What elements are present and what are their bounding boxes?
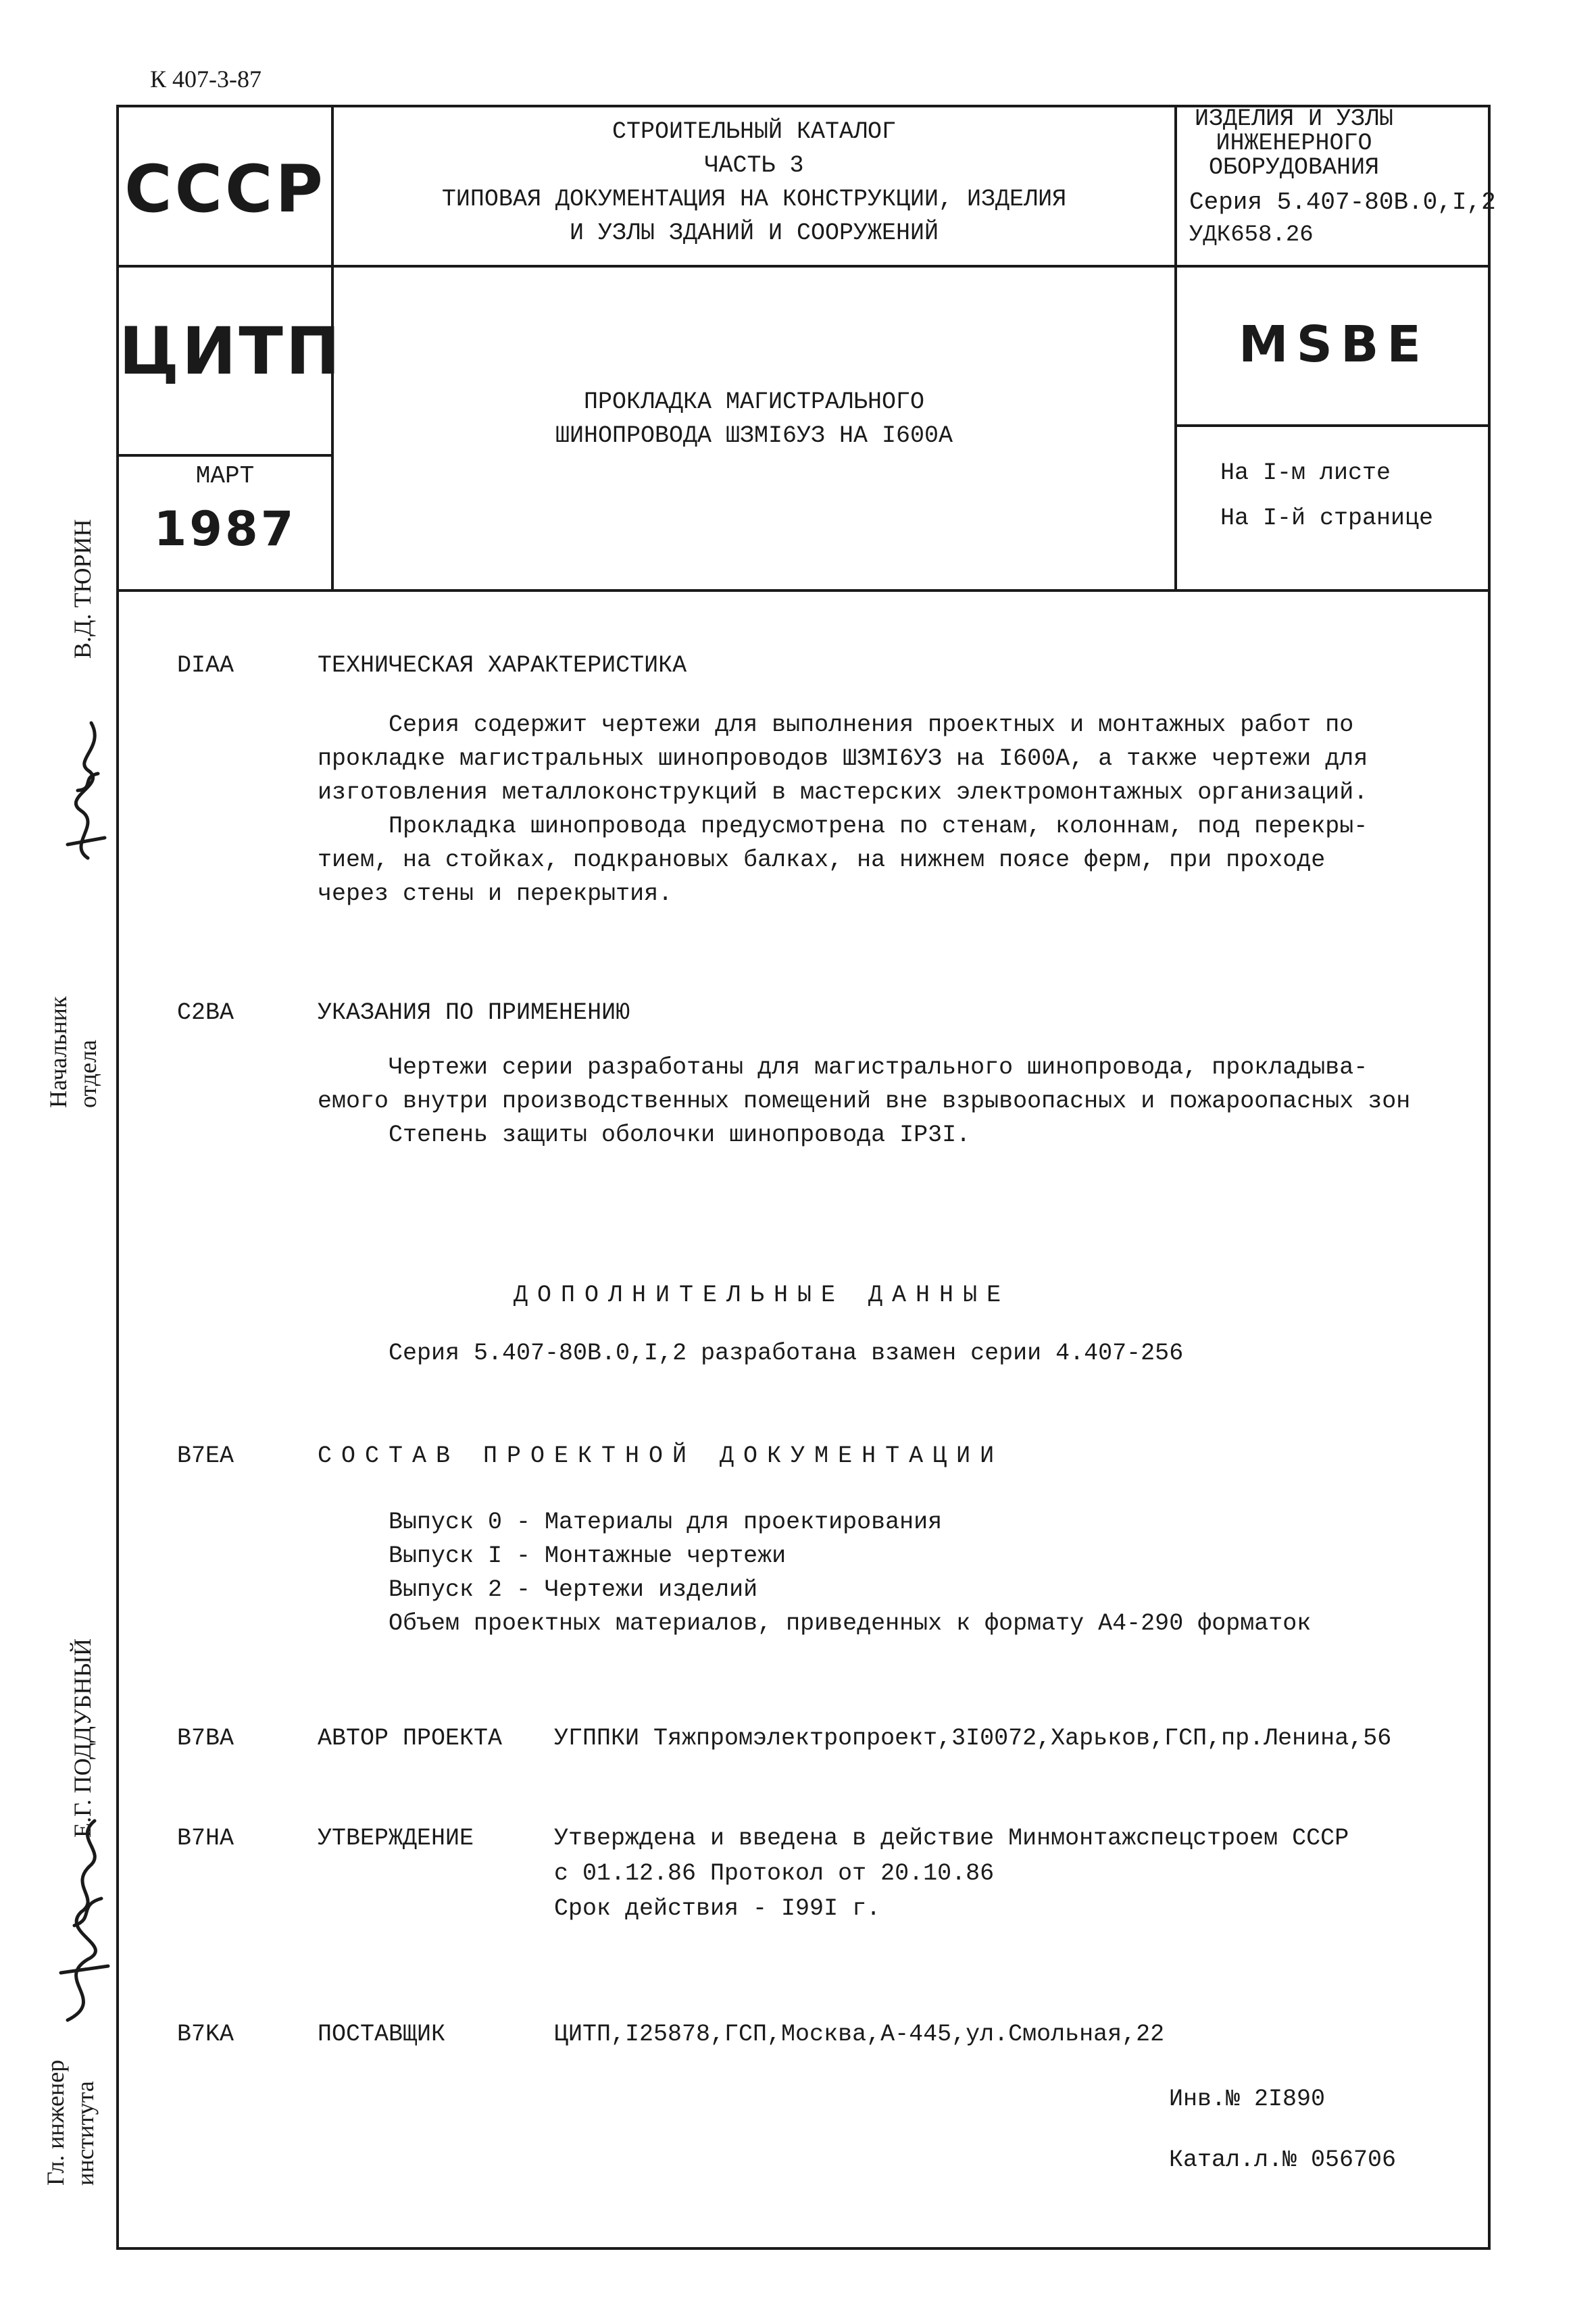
country-label: СССР [124,151,326,227]
section-heading-composition: СОСТАВ ПРОЕКТНОЙ ДОКУМЕНТАЦИИ [318,1442,1004,1469]
section-heading-author: АВТОР ПРОЕКТА [318,1725,503,1752]
supplier-text: ЦИТП,I25878,ГСП,Москва,А-445,ул.Смольная,22 [554,2021,1165,2048]
section-code-composition: B7EA [177,1442,234,1469]
tech-line: изготовления металлоконструкций в мастерских электромонтажных организаций. [318,779,1368,806]
category-line: ИЗДЕЛИЯ И УЗЛЫ [1194,105,1394,132]
role-line: Начальник [45,996,72,1108]
approval-line: Утверждена и введена в действие Минмонтажспецстроем СССР [554,1825,1349,1852]
approver-role-2 [41,2060,100,2186]
sheet-info: На I-м листе [1220,459,1391,486]
tech-line: через стены и перекрытия. [318,880,673,907]
composition-line: Объем проектных материалов, приведенных к формату А4-290 форматок [389,1610,1312,1637]
category-block [1189,105,1496,251]
role-line: института [72,2081,99,2186]
usage-line: емого внутри производственных помещений вне взрывоопасных и пожароопасных зон [318,1088,1411,1115]
section-heading-tech: ТЕХНИЧЕСКАЯ ХАРАКТЕРИСТИКА [318,652,687,679]
section-heading-approval: УТВЕРЖДЕНИЕ [318,1825,474,1852]
section-code-tech: DIAA [177,652,234,679]
issue-year: 1987 [153,501,297,557]
composition-line: Выпуск 0 - Материалы для проектирования [389,1509,943,1536]
udk-label: УДК658.26 [1189,222,1314,248]
issue-month: МАРТ [195,462,255,490]
org-label: ЦИТП [119,313,343,389]
role-line: Гл. инженер [42,2059,69,2186]
section-code-usage: C2BA [177,999,234,1026]
tech-line: прокладке магистральных шинопроводов ШЗМI6УЗ на I600А, а также чертежи для [318,745,1368,772]
approval-line: Срок действия - I99I г. [554,1895,881,1922]
approver-role-1 [43,997,103,1108]
extra-line: Серия 5.407-80В.0,I,2 разработана взамен серии 4.407-256 [389,1340,1184,1367]
composition-line: Выпуск 2 - Чертежи изделий [389,1576,758,1603]
category-line: ИНЖЕНЕРНОГО [1216,130,1372,157]
catalog-title [334,115,1174,250]
section-heading-supplier: ПОСТАВЩИК [318,2021,446,2048]
tech-line: Серия содержит чертежи для выполнения проектных и монтажных работ по [389,711,1354,738]
section-code-author: B7BA [177,1725,234,1752]
category-line: ОБОРУДОВАНИЯ [1208,154,1380,181]
author-text: УГППКИ Тяжпромэлектропроект,3I0072,Харьков,ГСП,пр.Ленина,56 [554,1725,1392,1752]
section-code-approval: B7HA [177,1825,234,1852]
header-divider-mid [116,265,1491,268]
approver-name-1: В.Д. ТЮРИН [69,519,96,659]
catalog-sheet-number: Катал.л.№ 056706 [1169,2146,1397,2173]
inventory-number: Инв.№ 2I890 [1169,2086,1326,2113]
approval-line: с 01.12.86 Протокол от 20.10.86 [554,1860,995,1887]
signature-2 [27,1811,128,2027]
document-title [334,385,1174,453]
signature-1 [41,709,122,865]
section-heading-extra: ДОПОЛНИТЕЛЬНЫЕ ДАННЫЕ [514,1282,1011,1309]
header-divider-code [1174,424,1491,427]
section-code-supplier: B7KA [177,2021,234,2048]
section-heading-usage: УКАЗАНИЯ ПО ПРИМЕНЕНИЮ [318,999,630,1026]
role-line: отдела [74,1039,101,1108]
catalog-line: СТРОИТЕЛЬНЫЙ КАТАЛОГ [612,118,897,145]
catalog-line: И УЗЛЫ ЗДАНИЙ И СООРУЖЕНИЙ [569,220,939,247]
catalog-code: MSBE [1239,316,1429,374]
header-bottom-line [116,589,1491,592]
catalog-line: ЧАСТЬ 3 [704,152,804,179]
title-line: ПРОКЛАДКА МАГИСТРАЛЬНОГО [583,388,925,416]
usage-line: Степень защиты оболочки шинопровода IР3I. [389,1122,971,1149]
document-code: К 407-3-87 [150,66,261,93]
catalog-line: ТИПОВАЯ ДОКУМЕНТАЦИЯ НА КОНСТРУКЦИИ, ИЗДЕЛИЯ [441,186,1067,213]
header-divider-date [116,454,332,457]
tech-line: Прокладка шинопровода предусмотрена по стенам, колоннам, под перекры- [389,813,1368,840]
approver-name-2: Е.Г. ПОДДУБНЫЙ [69,1638,96,1838]
title-line: ШИНОПРОВОДА ШЗМI6УЗ НА I600А [555,422,953,449]
page-info: На I-й странице [1220,505,1434,532]
series-label: Серия 5.407-80В.0,I,2 [1189,188,1496,216]
usage-line: Чертежи серии разработаны для магистрального шинопровода, прокладыва- [389,1054,1368,1081]
tech-line: тием, на стойках, подкрановых балках, на нижнем поясе ферм, при проходе [318,847,1326,874]
composition-line: Выпуск I - Монтажные чертежи [389,1542,787,1569]
